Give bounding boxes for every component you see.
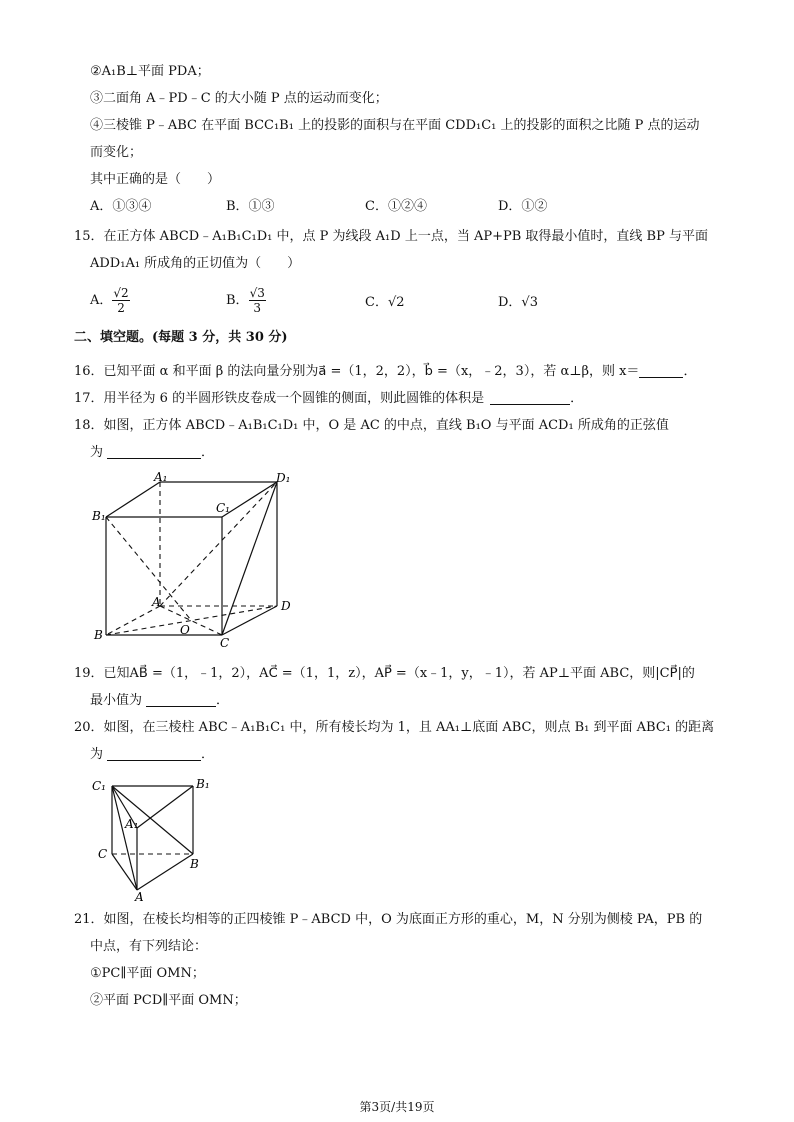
label-a1: A₁: [125, 817, 139, 831]
q20-line2: 为 ．: [90, 747, 215, 762]
edge-ab: [137, 854, 193, 890]
edge: [106, 482, 160, 517]
q14-option-b: B．①③: [226, 199, 275, 214]
q15-option-a: A． $\frac{√2}{2}$: [90, 286, 129, 315]
label-a1: A₁: [154, 470, 168, 484]
diagonal-bd: [106, 606, 277, 635]
q20-line1: 20．如图，在三棱柱 ABC﹣A₁B₁C₁ 中，所有棱长均为 1，且 AA₁⊥底面 ABC，则点 B₁ 到平面 ABC₁ 的距离: [74, 720, 715, 735]
answer-blank[interactable]: [146, 692, 216, 707]
section-heading-fill-in: 二、填空题。(每题 3 分，共 30 分): [74, 330, 288, 345]
answer-blank[interactable]: [490, 390, 570, 405]
q14-item-2: ②A₁B⊥平面 PDA；: [90, 64, 210, 79]
label-o: O: [180, 623, 190, 637]
edge-a1b1: [137, 786, 193, 828]
label-b1: B₁: [196, 777, 210, 791]
fraction: $\frac{√3}{3}$: [249, 286, 265, 315]
q17-text: 17．用半径为 6 的半圆形铁皮卷成一个圆锥的侧面，则此圆锥的体积是 ．: [74, 391, 584, 406]
q15-option-d: D．√3: [498, 295, 538, 310]
q18-line1: 18．如图，正方体 ABCD﹣A₁B₁C₁D₁ 中，O 是 AC 的中点，直线 B₁O 与平面 ACD₁ 所成角的正弦值: [74, 418, 669, 433]
label-b: B: [190, 857, 199, 871]
answer-blank[interactable]: [107, 444, 201, 459]
page-footer: 第3页/共19页: [359, 1100, 435, 1114]
label-c1: C₁: [216, 501, 230, 515]
q18-line2: 为 ．: [90, 445, 215, 460]
q15-option-b: B． $\frac{√3}{3}$: [226, 286, 265, 315]
answer-blank[interactable]: [107, 746, 201, 761]
label-b: B: [94, 628, 103, 642]
label-c1: C₁: [92, 779, 106, 793]
label-d1: D₁: [276, 471, 291, 485]
q14-option-d: D．①②: [498, 199, 548, 214]
q21-line1: 21．如图，在棱长均相等的正四棱锥 P﹣ABCD 中，O 为底面正方形的重心，M，N 分别为侧棱 PA，PB 的: [74, 912, 703, 927]
edge-c1a: [112, 786, 137, 890]
q16-text: 16．已知平面 α 和平面 β 的法向量分别为a⃗ =（1，2，2），b⃗ =（x，﹣2，3），若 α⊥β，则 x＝ ．: [74, 364, 697, 379]
label-c: C: [220, 636, 230, 650]
label-a: A: [152, 595, 161, 609]
q15-line1: 15．在正方体 ABCD﹣A₁B₁C₁D₁ 中，点 P 为线段 A₁D 上一点，当 AP+PB 取得最小值时，直线 BP 与平面: [74, 229, 708, 244]
q14-item-4-line1: ④三棱锥 P﹣ABC 在平面 BCC₁B₁ 上的投影的面积与在平面 CDD₁C₁ 上的投影的面积之比随 P 点的运动: [90, 118, 700, 133]
q14-option-c: C．①②④: [365, 199, 427, 214]
q14-item-3: ③二面角 A﹣PD﹣C 的大小随 P 点的运动而变化；: [90, 91, 388, 106]
segment-b1o: [106, 517, 191, 620]
label-c: C: [98, 847, 108, 861]
q14-item-4-line2: 而变化；: [90, 145, 143, 160]
q15-option-c: C．√2: [365, 295, 405, 310]
q19-line1: 19．已知AB⃗ =（1，﹣1，2），AC⃗ =（1，1，z），AP⃗ =（x﹣1，y，﹣1），若 AP⊥平面 ABC，则|CP⃗|的: [74, 666, 695, 681]
q14-prompt: 其中正确的是（ ）: [90, 172, 221, 187]
q21-item-2: ②平面 PCD∥平面 OMN；: [90, 993, 247, 1008]
q19-line2: 最小值为 ．: [90, 693, 230, 708]
label-b1: B₁: [92, 509, 106, 523]
fraction: $\frac{√2}{2}$: [113, 286, 129, 315]
prism-figure: [90, 770, 220, 902]
label-a: A: [135, 890, 144, 902]
q14-option-a: A．①③④: [90, 199, 152, 214]
diagonal-ac: [160, 606, 222, 635]
q21-item-1: ①PC∥平面 OMN；: [90, 966, 205, 981]
label-d: D: [281, 599, 291, 613]
answer-blank[interactable]: [639, 363, 683, 378]
cube-figure: [88, 470, 308, 650]
edge-d1c: [222, 482, 277, 635]
q21-line2: 中点，有下列结论：: [90, 939, 208, 954]
q15-line2: ADD₁A₁ 所成角的正切值为（ ）: [90, 256, 301, 271]
